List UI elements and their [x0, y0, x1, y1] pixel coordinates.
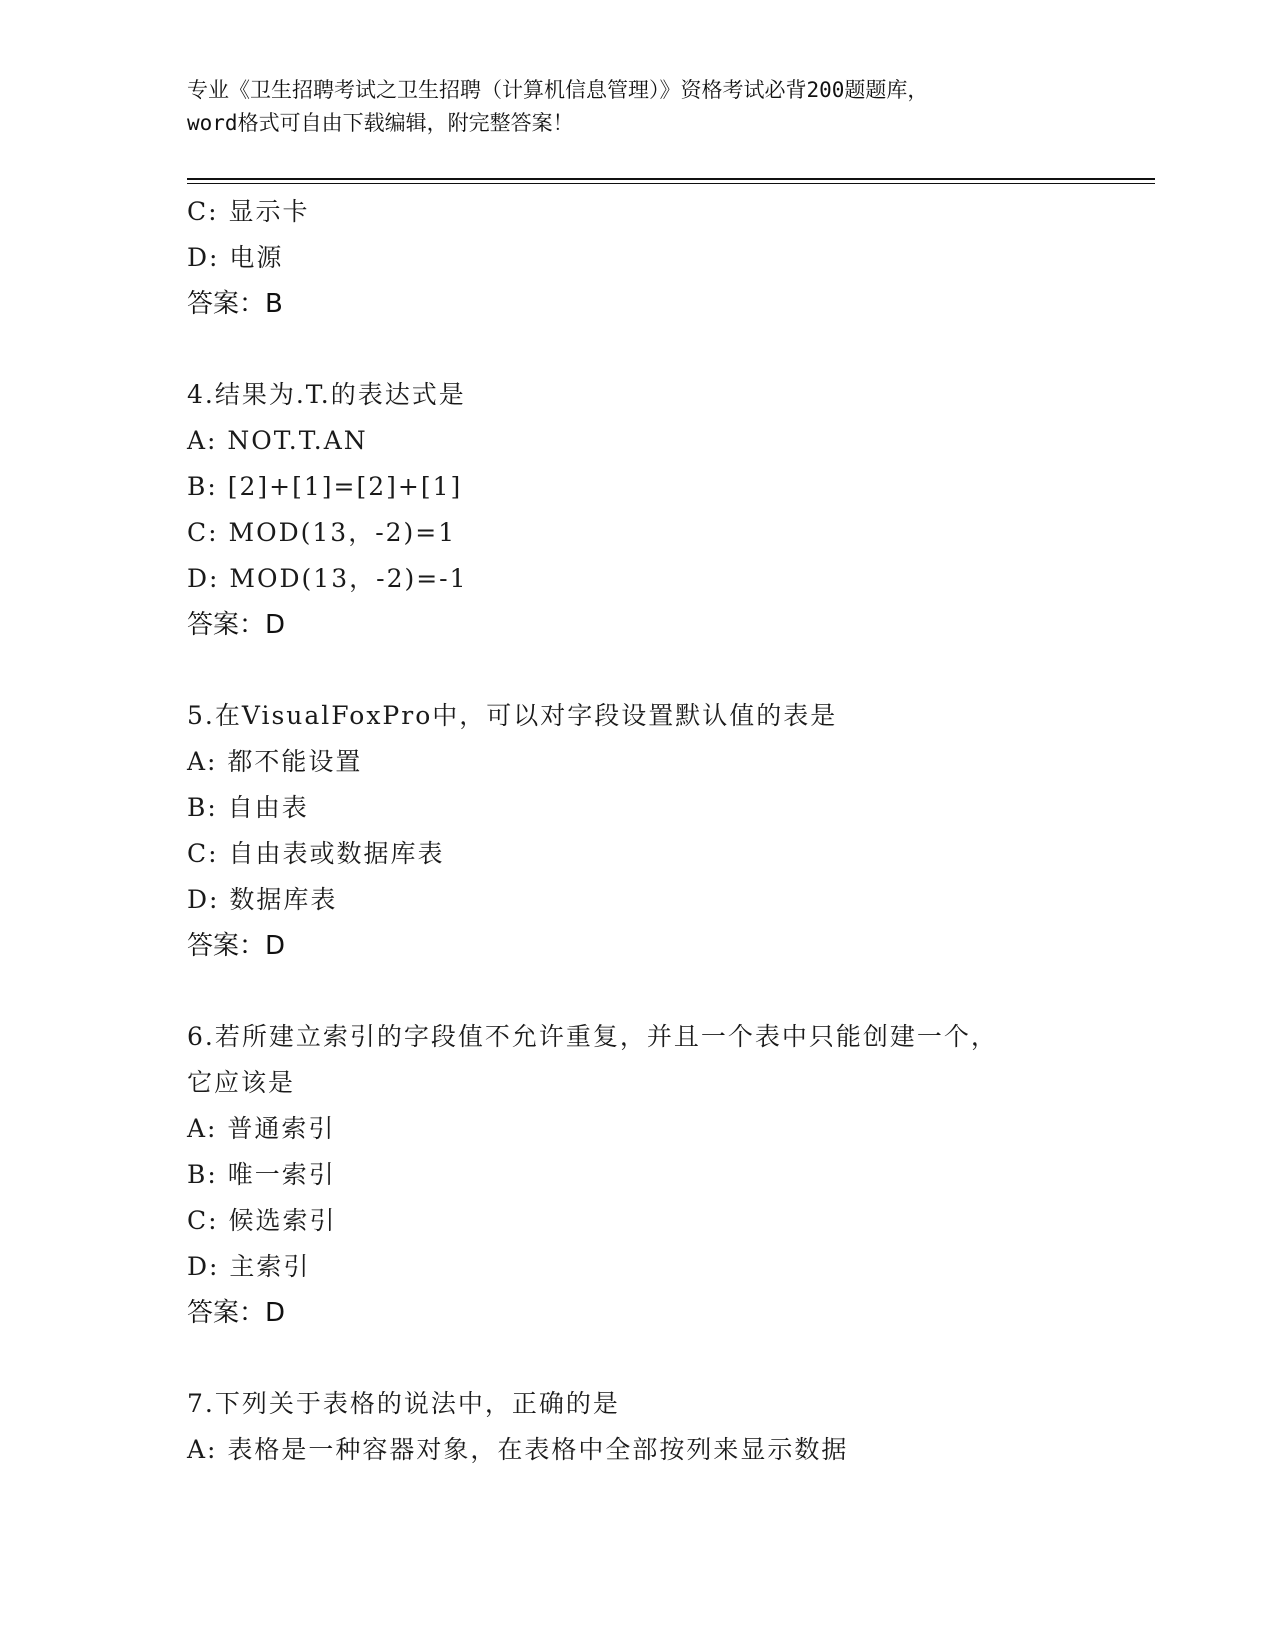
option-c: C: 候选索引 — [187, 1206, 337, 1235]
answer-line: 答案：D — [187, 931, 286, 961]
question-5 — [187, 693, 1155, 969]
question-stem-line1: 6.若所建立索引的字段值不允许重复，并且一个表中只能创建一个， — [187, 1022, 998, 1051]
option-c: C: 自由表或数据库表 — [187, 839, 445, 868]
question-stem: 7.下列关于表格的说法中，正确的是 — [187, 1389, 620, 1418]
option-a: A: 普通索引 — [187, 1114, 336, 1143]
option-d: D: 电源 — [187, 243, 284, 272]
question-3-tail — [187, 189, 1155, 327]
option-b: B: 唯一索引 — [187, 1160, 336, 1189]
question-spacer — [187, 1336, 1155, 1381]
answer-line: 答案：D — [187, 610, 286, 640]
option-d: D: 主索引 — [187, 1252, 311, 1281]
question-stem: 4.结果为.T.的表达式是 — [187, 380, 466, 409]
option-c: C: 显示卡 — [187, 197, 310, 226]
option-a: A: NOT.T.AN — [187, 426, 368, 455]
header-divider-thin — [187, 183, 1155, 184]
answer-line: 答案：D — [187, 1298, 286, 1328]
question-spacer — [187, 648, 1155, 693]
question-spacer — [187, 327, 1155, 372]
question-stem: 5.在VisualFoxPro中，可以对字段设置默认值的表是 — [187, 701, 838, 730]
question-stem-line2: 它应该是 — [187, 1068, 296, 1097]
question-spacer — [187, 969, 1155, 1014]
option-c: C: MOD(13，-2)=1 — [187, 518, 457, 547]
question-6 — [187, 1014, 1155, 1336]
header-title-line1: 专业《卫生招聘考试之卫生招聘（计算机信息管理）》资格考试必背200题题库， — [187, 78, 929, 102]
option-d: D: MOD(13，-2)=-1 — [187, 564, 468, 593]
header-title-line2: word格式可自由下载编辑，附完整答案！ — [187, 111, 574, 135]
option-d: D: 数据库表 — [187, 885, 338, 914]
option-a: A: 表格是一种容器对象，在表格中全部按列来显示数据 — [187, 1435, 849, 1464]
question-7 — [187, 1381, 1155, 1473]
option-b: B: [2]+[1]=[2]+[1] — [187, 472, 463, 501]
question-list — [187, 189, 1155, 1473]
question-4 — [187, 372, 1155, 648]
document-header — [187, 74, 1087, 140]
option-b: B: 自由表 — [187, 793, 309, 822]
answer-line: 答案：B — [187, 289, 283, 319]
header-divider-thick — [187, 178, 1155, 180]
option-a: A: 都不能设置 — [187, 747, 363, 776]
